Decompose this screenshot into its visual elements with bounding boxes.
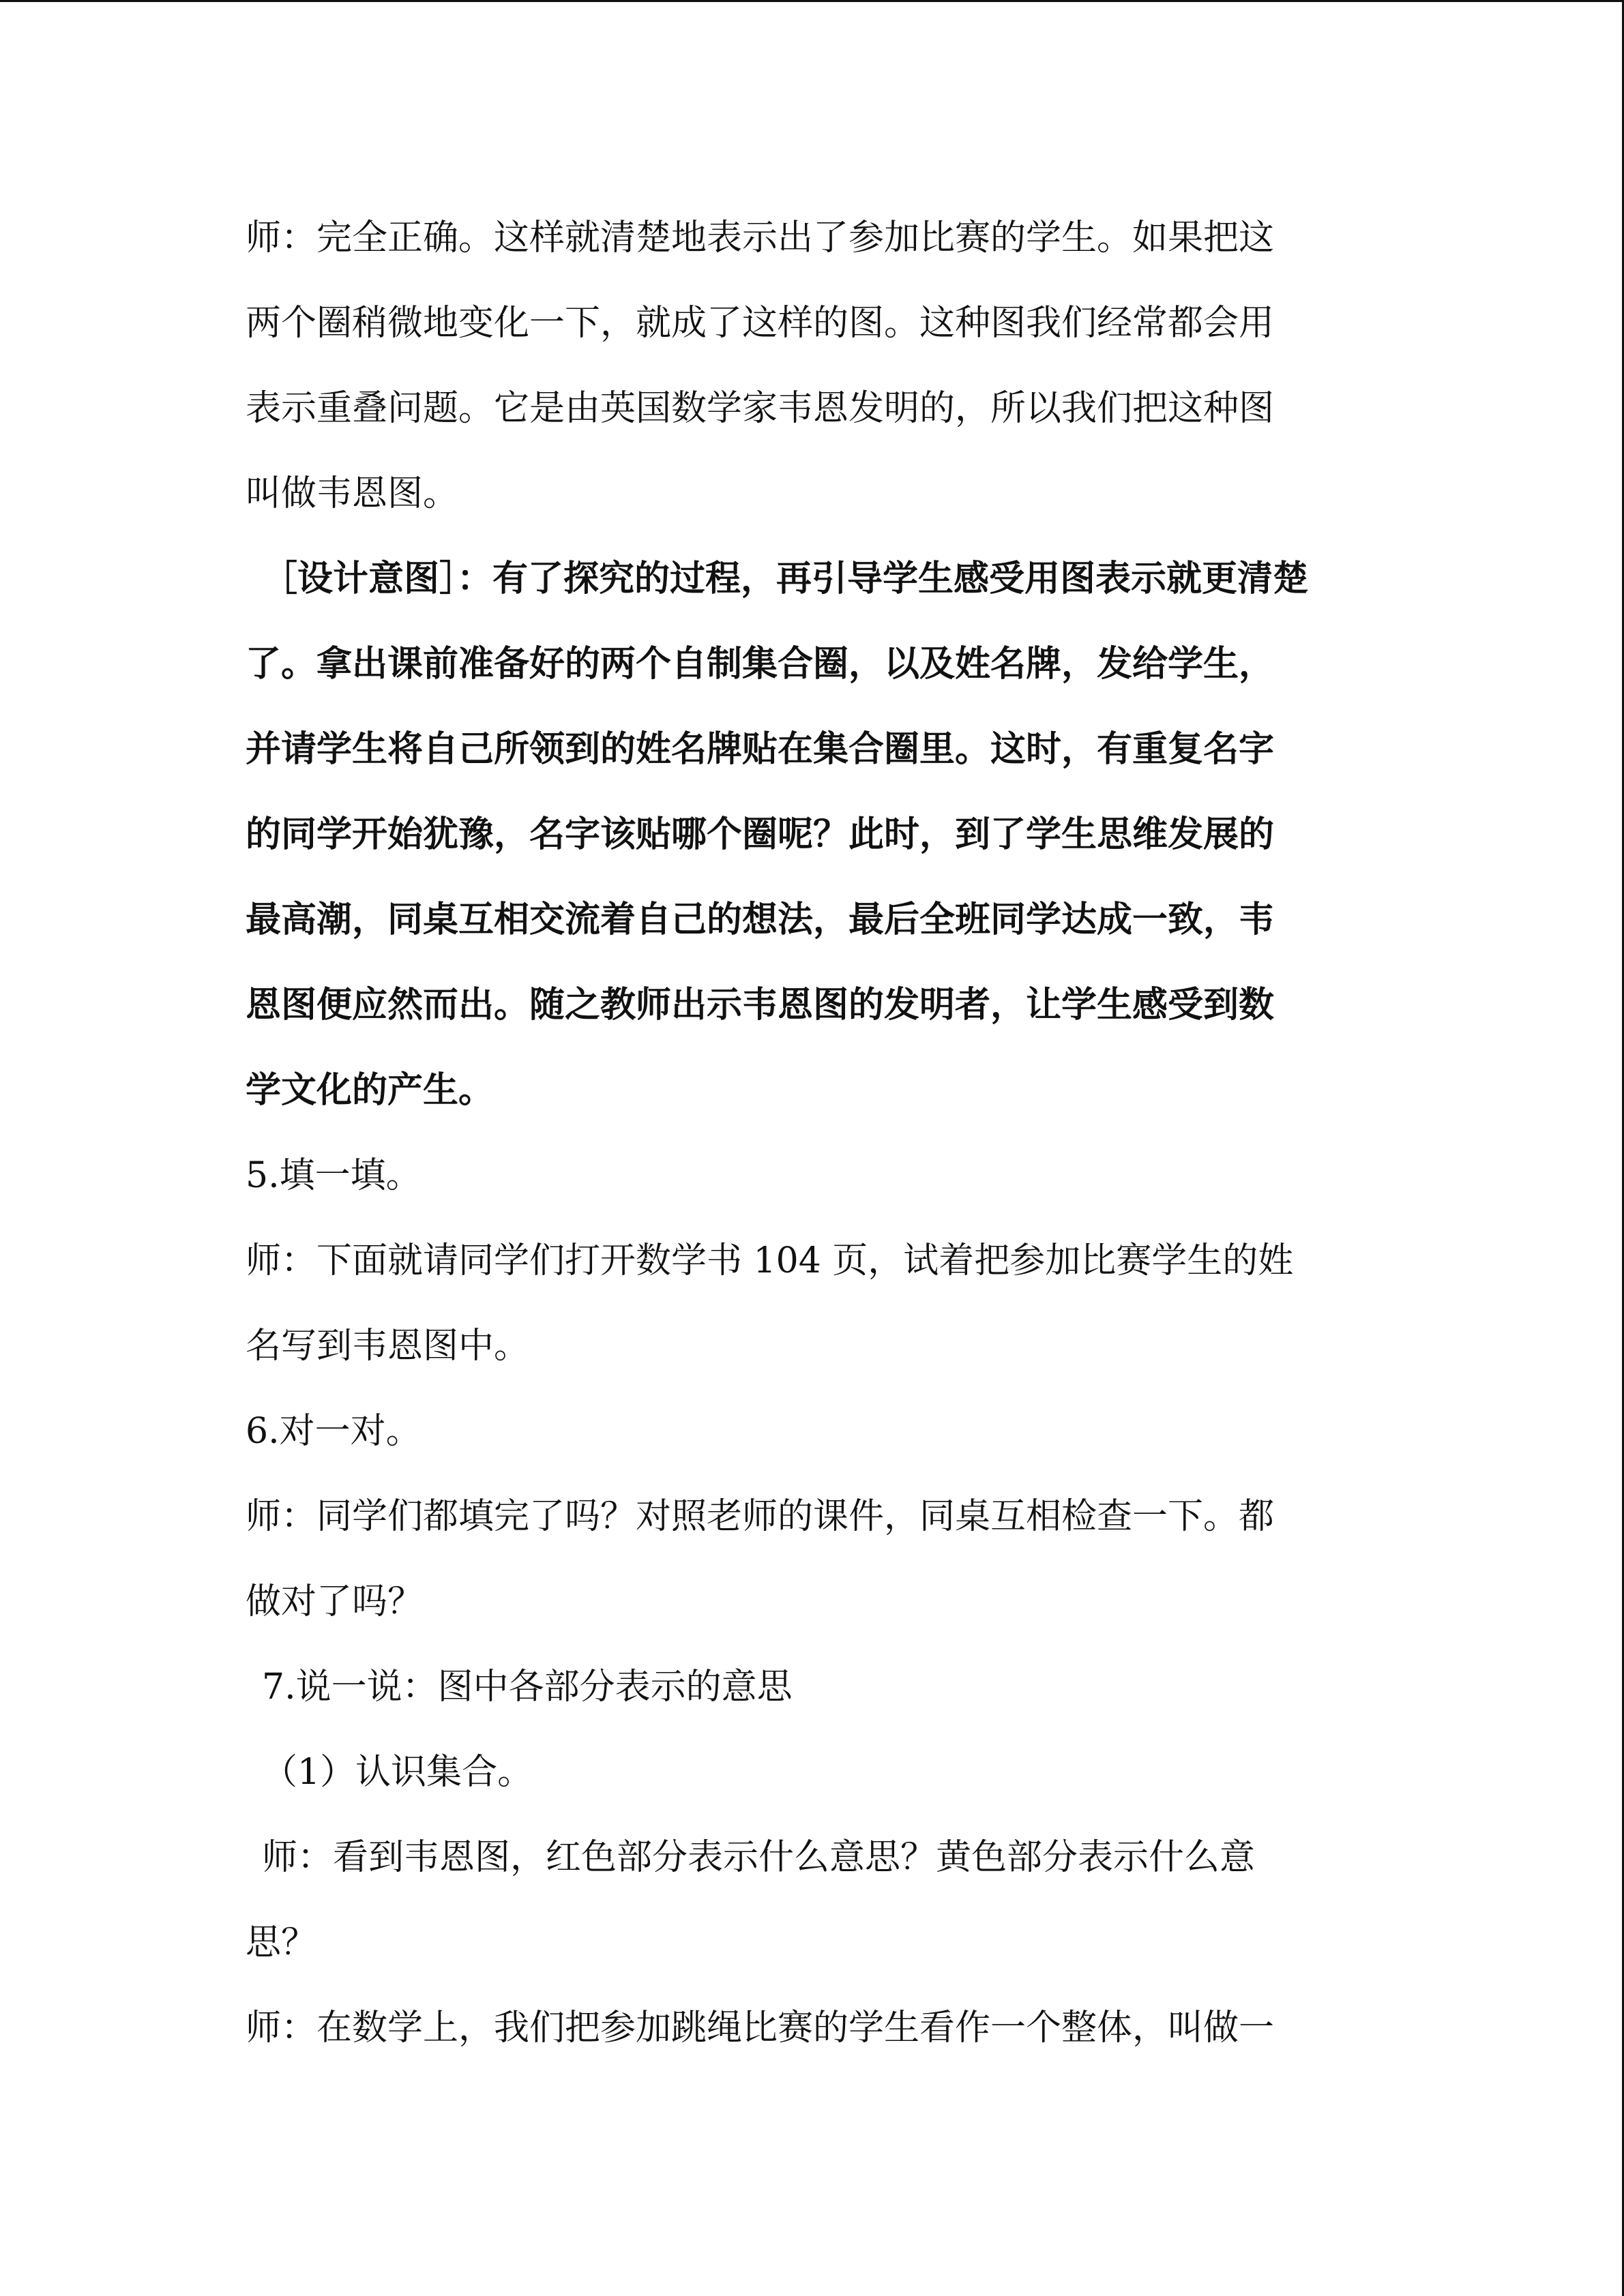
text-line: 师：看到韦恩图，红色部分表示什么意思？黄色部分表示什么意 — [262, 1837, 1256, 1878]
text-line: 名写到韦恩图中。 — [246, 1326, 530, 1367]
design-intent-line: 了。拿出课前准备好的两个自制集合圈，以及姓名牌，发给学生， — [246, 643, 1275, 685]
text-line: 思？ — [246, 1922, 317, 1963]
text-line: 师：同学们都填完了吗？对照老师的课件，同桌互相检查一下。都 — [246, 1496, 1275, 1537]
subsection-heading: （1）认识集合。 — [262, 1752, 533, 1793]
design-intent-line: 恩图便应然而出。随之教师出示韦恩图的发明者，让学生感受到数 — [246, 984, 1275, 1026]
text-line: 师：完全正确。这样就清楚地表示出了参加比赛的学生。如果把这 — [246, 218, 1275, 258]
text-line: 叫做韦恩图。 — [246, 473, 459, 514]
text-line: 师：在数学上，我们把参加跳绳比赛的学生看作一个整体，叫做一 — [246, 2008, 1275, 2048]
design-intent-line: 并请学生将自己所领到的姓名牌贴在集合圈里。这时，有重复名字 — [246, 728, 1275, 770]
design-intent-line: 的同学开始犹豫，名字该贴哪个圈呢？此时，到了学生思维发展的 — [246, 814, 1275, 855]
text-line: 表示重叠问题。它是由英国数学家韦恩发明的，所以我们把这种图 — [246, 388, 1275, 429]
text-line: 两个圈稍微地变化一下，就成了这样的图。这种图我们经常都会用 — [246, 303, 1275, 344]
section-heading: 5.填一填。 — [246, 1155, 422, 1196]
design-intent-line: ［设计意图］：有了探究的过程，再引导学生感受用图表示就更清楚 — [262, 558, 1309, 599]
design-intent-line: 最高潮，同桌互相交流着自己的想法，最后全班同学达成一致，韦 — [246, 899, 1275, 940]
design-intent-line: 学文化的产生。 — [246, 1069, 494, 1111]
section-heading: 6.对一对。 — [246, 1411, 422, 1452]
text-line: 做对了吗？ — [246, 1581, 424, 1622]
text-line: 师：下面就请同学们打开数学书 104 页，试着把参加比赛学生的姓 — [246, 1240, 1294, 1281]
page-top-border — [0, 0, 1624, 2]
section-heading: 7.说一说：图中各部分表示的意思 — [262, 1667, 793, 1708]
